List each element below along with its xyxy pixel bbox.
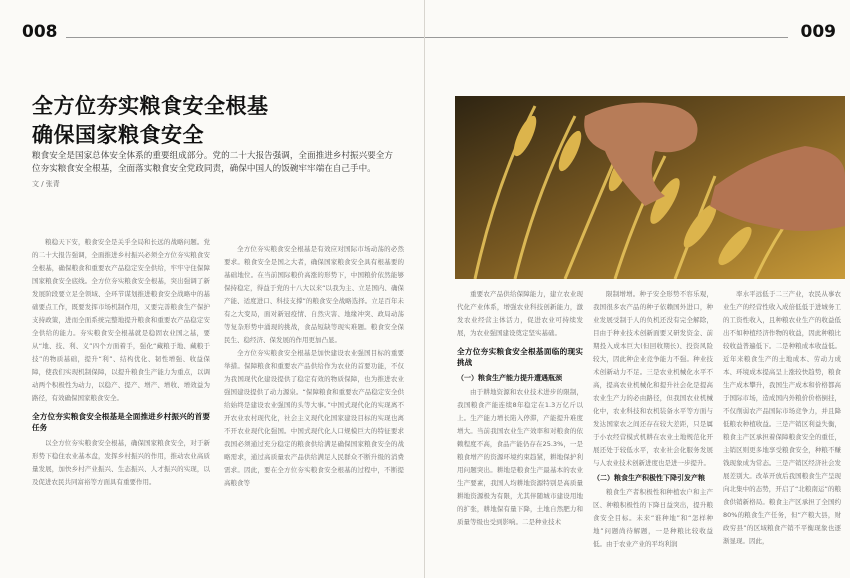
subsection-heading: （二）粮食生产积极性下降引发产粮: [593, 474, 705, 482]
section-heading: 全方位夯实粮食安全根基是全面推进乡村振兴的首要任务: [32, 412, 210, 432]
paragraph: 全方位夯实粮食安全根基是加快建设农业强国目标的重要举措。保障粮食和重要农产品供给作为农业的首要功能，不仅为我国现代化建设提供了稳定有效的物质保障，也为推进农业强国建设提供了动力源泉。“保障粮食和重要农产品稳定安全供给始终是建设农业强国的头等大事。”中国式现代化的实现离不开农业农村现代化，社会主义现代化国家建设目标的实现也离不开农业现代化强国。中国式现代化人口规模巨大的特征要求我国必须通过充分稳定的粮食供给满足确保国家粮食安全的战略需求，通过高质量农产品供给满足人民群众不断升级的消费需求。因此，要在全方位夯实粮食安全根基的过程中，不断提高粮食等: [224, 349, 404, 487]
right-column-1: [457, 288, 583, 529]
left-column-2: [224, 243, 404, 490]
paragraph: 重要农产品供给保障能力，建立农业现代化产业体系，增强农业科技创新能力，激发农业经营主体活力，促进农业可持续发展，为农业强国建设奠定坚实基础。: [457, 290, 583, 337]
right-page: [425, 0, 850, 578]
wheat-hands-illustration: [455, 96, 845, 279]
left-column-1: [32, 236, 210, 489]
section-heading: 全方位夯实粮食安全根基面临的现实挑战: [457, 347, 583, 367]
header-rule: [66, 37, 424, 38]
paragraph: 限制增增。种子安全形势不容乐观，我国很多农产品的种子依赖国外进口，种业发展受制于人的负机还没有完全解除，目由于种业技术创新面要又研发资金、前期投入成本巨大(但回收期长)、投资风险较大，因此种企业竞争能力不强。种业技术创新动力不足。三是农业机械化水平不高，提高农业机械化和提升社会化是提高农业生产力的必由路径，但我国农业机械化中，农业科技和农机装备水平等方面与发达国家农之间还存在较大差距，只是属于小农经营模式机耕在农业土地规范化开展还处于较低水平，农业社会化服务发展与人农业技术创新进度也是进一步提升。: [593, 290, 713, 467]
right-column-3: [723, 288, 841, 548]
title-line-2: 确保国家粮食安全: [32, 123, 204, 147]
paragraph: 由于耕地资源和农业技术进步的限制，我国粮食产能连续8年稳定在1.3万亿斤以上。生产能力增长陷入停滞，产能提升难度增大。当前我国农业生产效率和对粮食的依赖程度不高，食品产能仍存在25.3%，一是粮食增产的资源环境约束趋紧，耕地保护利用问题突出。耕地是粮食生产最基本的农业生产要素，我国人均耕地资源特别是高质量耕地资源极为有限，尤其伴随城市建设用地的扩张，耕地保有量下降，土地自然肥力和质量等级也受到影响。二是种业技术: [457, 388, 583, 526]
article-lead: [32, 150, 404, 176]
page-number: 009: [800, 22, 836, 42]
page-number: 008: [22, 22, 58, 42]
paragraph: 以全方位夯实粮食安全根基，确保国家粮食安全，对于新形势下稳住农业基本盘，发挥乡村振兴的作用，推动农业高质量发展，加快乡村产业振兴、生态振兴、人才振兴的实现，以及促进农民共同富裕等方面具有重要作用。: [32, 439, 210, 486]
right-column-2: [593, 288, 713, 551]
paragraph: 率水平远低于二三产业，农民从事农业生产的经营性收入成倍低低于进城务工的工资性收入，且种粮农业生产的收益低出不如种植经济作物的收益，因此种粮比较收益普遍低下。二是种粮成本收益低。近年来粮食生产的土地成本、劳动力成本、环境成本提高呈上涨较快趋势，粮食生产成本攀升，我国生产成本和价格都高于国际市场，造成国内外粮价价格倒挂，不仅削弱农产品国际市场竞争力，并且降低粮农种植收益。三是产销区利益失衡，粮食主产区承担着保障粮食安全的重任，主销区则更多地享受粮食安全，种粮不赚钱现象成为常态。三是产销区经济社会发展差别大。改革开放后我国粮食生产呈现向北集中的态势，开启了“北粮南运”的粮食供销新格局。粮食主产区承担了全国约80%的粮食生产任务，但“产粮大县，财政穷县”的区域粮食产销不平衡现象也逐渐显现。因此，: [723, 290, 841, 545]
header-rule: [425, 37, 788, 38]
subsection-heading: （一）粮食生产能力提升遭遇瓶颈: [457, 374, 562, 382]
article-title: [32, 92, 402, 150]
byline: 文 / 张青: [32, 180, 60, 188]
lead-line-1: 粮食安全是国家总体安全体系的重要组成部分。党的二十大报告强调，全面推进乡村振兴要全方: [32, 151, 393, 161]
paragraph: 粮稳天下安，粮食安全是关乎全局和长远的战略问题。党的二十大报告强调，全面推进乡村振兴必须全方位夯实粮食安全根基，确保粮食和重要农产品稳定安全供给，牢牢守住保障国家粮食安全底线。全方位夯实粮食安全根基，突出强调了新发展阶段要立足全领域、全环节谋划推进粮食安全战略中的基础要点工作，既要发挥市场机制作用，又要完善粮食生产保护支持政策，进而全面系统完整地提升粮食和重要农产品稳定安全供给的能力。夯实粮食安全根基就是稳固农业国之基，要从“地、技、利、义”四个方面着手，强化“藏粮于地、藏粮于技”的物质基础，提升“利”、结构优化、韧性增强、收益保障，使我们实现机制保障，以提升粮食生产能力为重点，以调动两个积极性为动力，以稳产、提产、增产、增收、增效益为路径，有效确保国家粮食安全。: [32, 238, 210, 402]
lead-line-2: 位夯实粮食安全根基，全面落实粮食安全党政同责，确保中国人的饭碗牢牢端在自己手中。: [32, 164, 376, 174]
paragraph: 粮食生产者积极性和种植农户和主产区、种粮积极性的下降日益突出，提升粮食安全目标。未来“谁种地”和“怎样种地”问题尚待解题，一是种粮比较收益低。由于农业产业的平均利润: [593, 488, 713, 548]
wheat-harvest-photo: [455, 96, 845, 279]
title-line-1: 全方位夯实粮食安全根基: [32, 94, 269, 118]
paragraph: 全方位夯实粮食安全根基是有效应对国际市场动荡的必然要求。粮食安全是国之大者，确保国家粮食安全具有根基要的基础地位。在当前国际粮价高涨的形势下，中国粮价依然能够保持稳定，得益于党的十八大以来“以我为主、立足国内、确保产能、适度进口、科技支撑”的粮食安全战略选择。立足百年未有之大变局，面对新冠疫情、自然灾害、地缘冲突、政局动荡等复杂形势中涌现的挑战，食品短缺等现实难题。粮食安全保民生、稳经济、保发展的作用更加凸显。: [224, 245, 404, 344]
